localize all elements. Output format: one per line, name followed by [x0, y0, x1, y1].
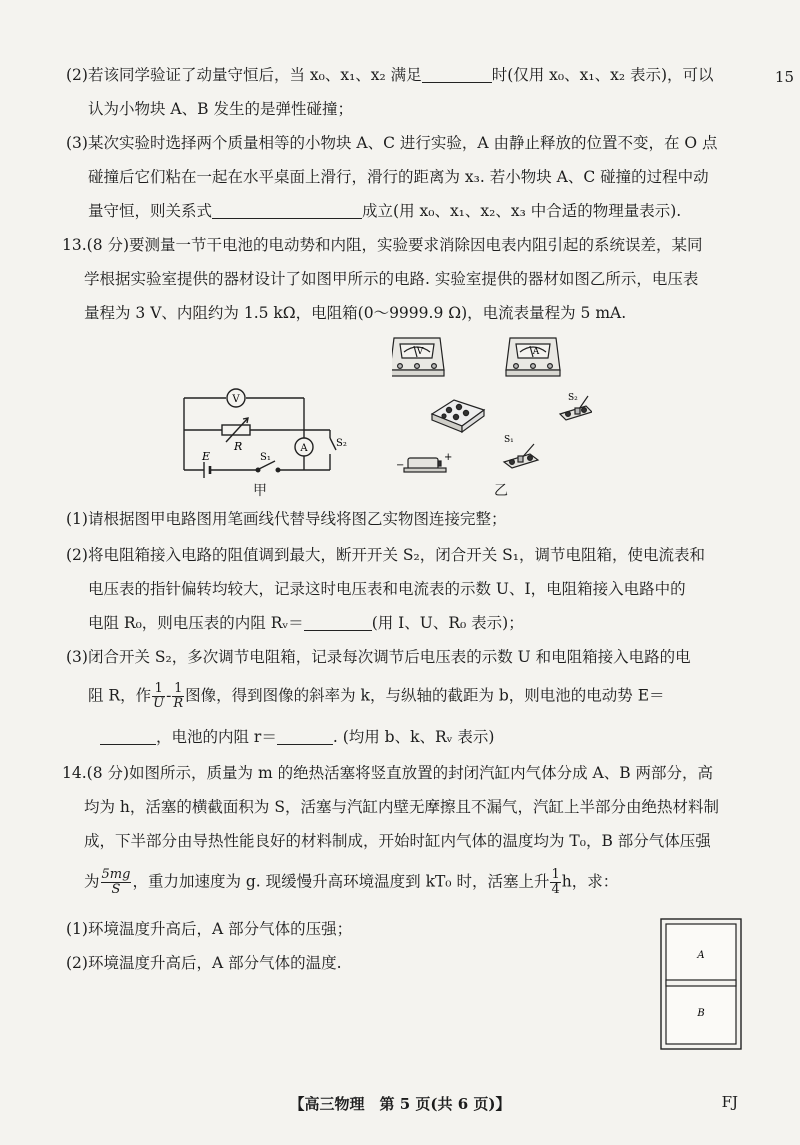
- cylinder-diagram: [660, 918, 742, 1050]
- margin-number: 15: [774, 68, 794, 86]
- kit-ammeter-label: A: [532, 347, 540, 357]
- answer-blank: [212, 202, 362, 219]
- voltmeter-label: V: [232, 394, 240, 405]
- page-footer-title: 【高三物理 第 5 页(共 6 页)】: [289, 1095, 511, 1113]
- fraction-1-over-r: $\frac{1}{R}$: [173, 681, 184, 711]
- figure-yi-caption: 乙: [494, 483, 508, 499]
- q14-intro-line4: 为 $\frac{5mg}{S}$ ，重力加速度为 g. 现缓慢升高环境温度到 kT₀ 时，活塞上升 $\frac{1}{4}$ h，求：: [84, 867, 619, 897]
- equipment-diagram-yi: [392, 330, 592, 480]
- switch-s1-label: S₁: [260, 452, 271, 463]
- kit-s2-label: S₂: [568, 393, 578, 403]
- q14-intro-line1: 14.(8 分)如图所示，质量为 m 的绝热活塞将竖直放置的封闭汽缸内气体分成 A、B 两部分，高: [62, 764, 714, 782]
- voltmeter-icon: [392, 338, 444, 376]
- figure-jia-caption: 甲: [253, 483, 267, 499]
- switch-s1-icon: [504, 444, 538, 468]
- battery-plus-label: +: [444, 452, 453, 463]
- q13-part3-line2: 阻 R，作 $\frac{1}{U}$ - $\frac{1}{R}$ 图像，得到图像的斜率为 k，与纵轴的截距为 b，则电池的电动势 E＝: [88, 681, 665, 711]
- q14-part2: (2)环境温度升高后，A 部分气体的温度.: [66, 954, 342, 972]
- fraction-1-over-4: $\frac{1}{4}$: [551, 867, 560, 897]
- q13-part2-line3: 电阻 R₀，则电压表的内阻 Rᵥ＝ (用 I、U、R₀ 表示)；: [88, 614, 524, 632]
- fraction-5mg-over-s: $\frac{5mg}{S}$: [101, 867, 131, 897]
- kit-s1-label: S₁: [504, 435, 514, 445]
- q12-part3-line2: 碰撞后它们粘在一起在水平桌面上滑行，滑行的距离为 x₃. 若小物块 A、C 碰撞的过程中动: [88, 168, 709, 186]
- q13-part2-line2: 电压表的指针偏转均较大，记录这时电压表和电流表的示数 U、I，电阻箱接入电路中的: [88, 580, 686, 598]
- answer-blank: [422, 66, 492, 83]
- battery-label: E: [202, 450, 211, 463]
- q14-intro-line3: 成，下半部分由导热性能良好的材料制成，开始时缸内气体的温度均为 T₀，B 部分气体压强: [84, 832, 711, 850]
- q13-part1: (1)请根据图甲电路图用笔画线代替导线将图乙实物图连接完整；: [66, 510, 507, 528]
- cylinder-label-a: A: [697, 950, 705, 961]
- q13-intro-line3: 量程为 3 V、内阻约为 1.5 kΩ，电阻箱(0～9999.9 Ω)，电流表量程为 5 mA.: [84, 304, 627, 322]
- resistance-box-icon: [432, 400, 484, 432]
- ammeter-label: A: [300, 443, 308, 454]
- q13-intro-line2: 学根据实验室提供的器材设计了如图甲所示的电路. 实验室提供的器材如图乙所示，电压表: [84, 270, 699, 288]
- q13-part3-line3: ，电池的内阻 r＝ . (均用 b、k、Rᵥ 表示): [100, 726, 494, 748]
- fraction-1-over-u: $\frac{1}{U}$: [153, 681, 165, 711]
- q13-part2-line1: (2)将电阻箱接入电路的阻值调到最大，断开开关 S₂，闭合开关 S₁，调节电阻箱，使电流表和: [66, 546, 705, 564]
- q12-part2-line2: 认为小物块 A、B 发生的是弹性碰撞；: [88, 100, 353, 118]
- piston: [666, 980, 736, 986]
- answer-blank: [100, 728, 156, 745]
- switch-s2-label: S₂: [336, 438, 347, 449]
- q12-part3-line3: 量守恒，则关系式 成立(用 x₀、x₁、x₂、x₃ 中合适的物理量表示).: [88, 202, 682, 220]
- answer-blank: [304, 614, 372, 631]
- kit-voltmeter-label: V: [416, 347, 424, 357]
- page-footer-code: FJ: [721, 1093, 738, 1111]
- circuit-diagram-jia: [180, 384, 360, 494]
- answer-blank: [277, 728, 333, 745]
- resistor-label: R: [234, 440, 243, 453]
- ammeter-icon: [506, 338, 560, 376]
- q14-part1: (1)环境温度升高后，A 部分气体的压强；: [66, 920, 353, 938]
- battery-icon: [404, 458, 446, 472]
- battery-minus-label: −: [396, 460, 405, 471]
- q13-intro-line1: 13.(8 分)要测量一节干电池的电动势和内阻，实验要求消除因电表内阻引起的系统误差，某同: [62, 236, 703, 254]
- q13-part3-line1: (3)闭合开关 S₂，多次调节电阻箱，记录每次调节后电压表的示数 U 和电阻箱接入电路的电: [66, 648, 691, 666]
- q12-part2-line1: (2)若该同学验证了动量守恒后，当 x₀、x₁、x₂ 满足 时(仅用 x₀、x₁、x₂ 表示)，可以: [66, 66, 714, 84]
- cylinder-label-b: B: [697, 1008, 705, 1019]
- q14-intro-line2: 均为 h，活塞的横截面积为 S，活塞与汽缸内壁无摩擦且不漏气，汽缸上半部分由绝热材料制: [84, 798, 719, 816]
- q12-part3-line1: (3)某次实验时选择两个质量相等的小物块 A、C 进行实验，A 由静止释放的位置不变，在 O 点: [66, 134, 718, 152]
